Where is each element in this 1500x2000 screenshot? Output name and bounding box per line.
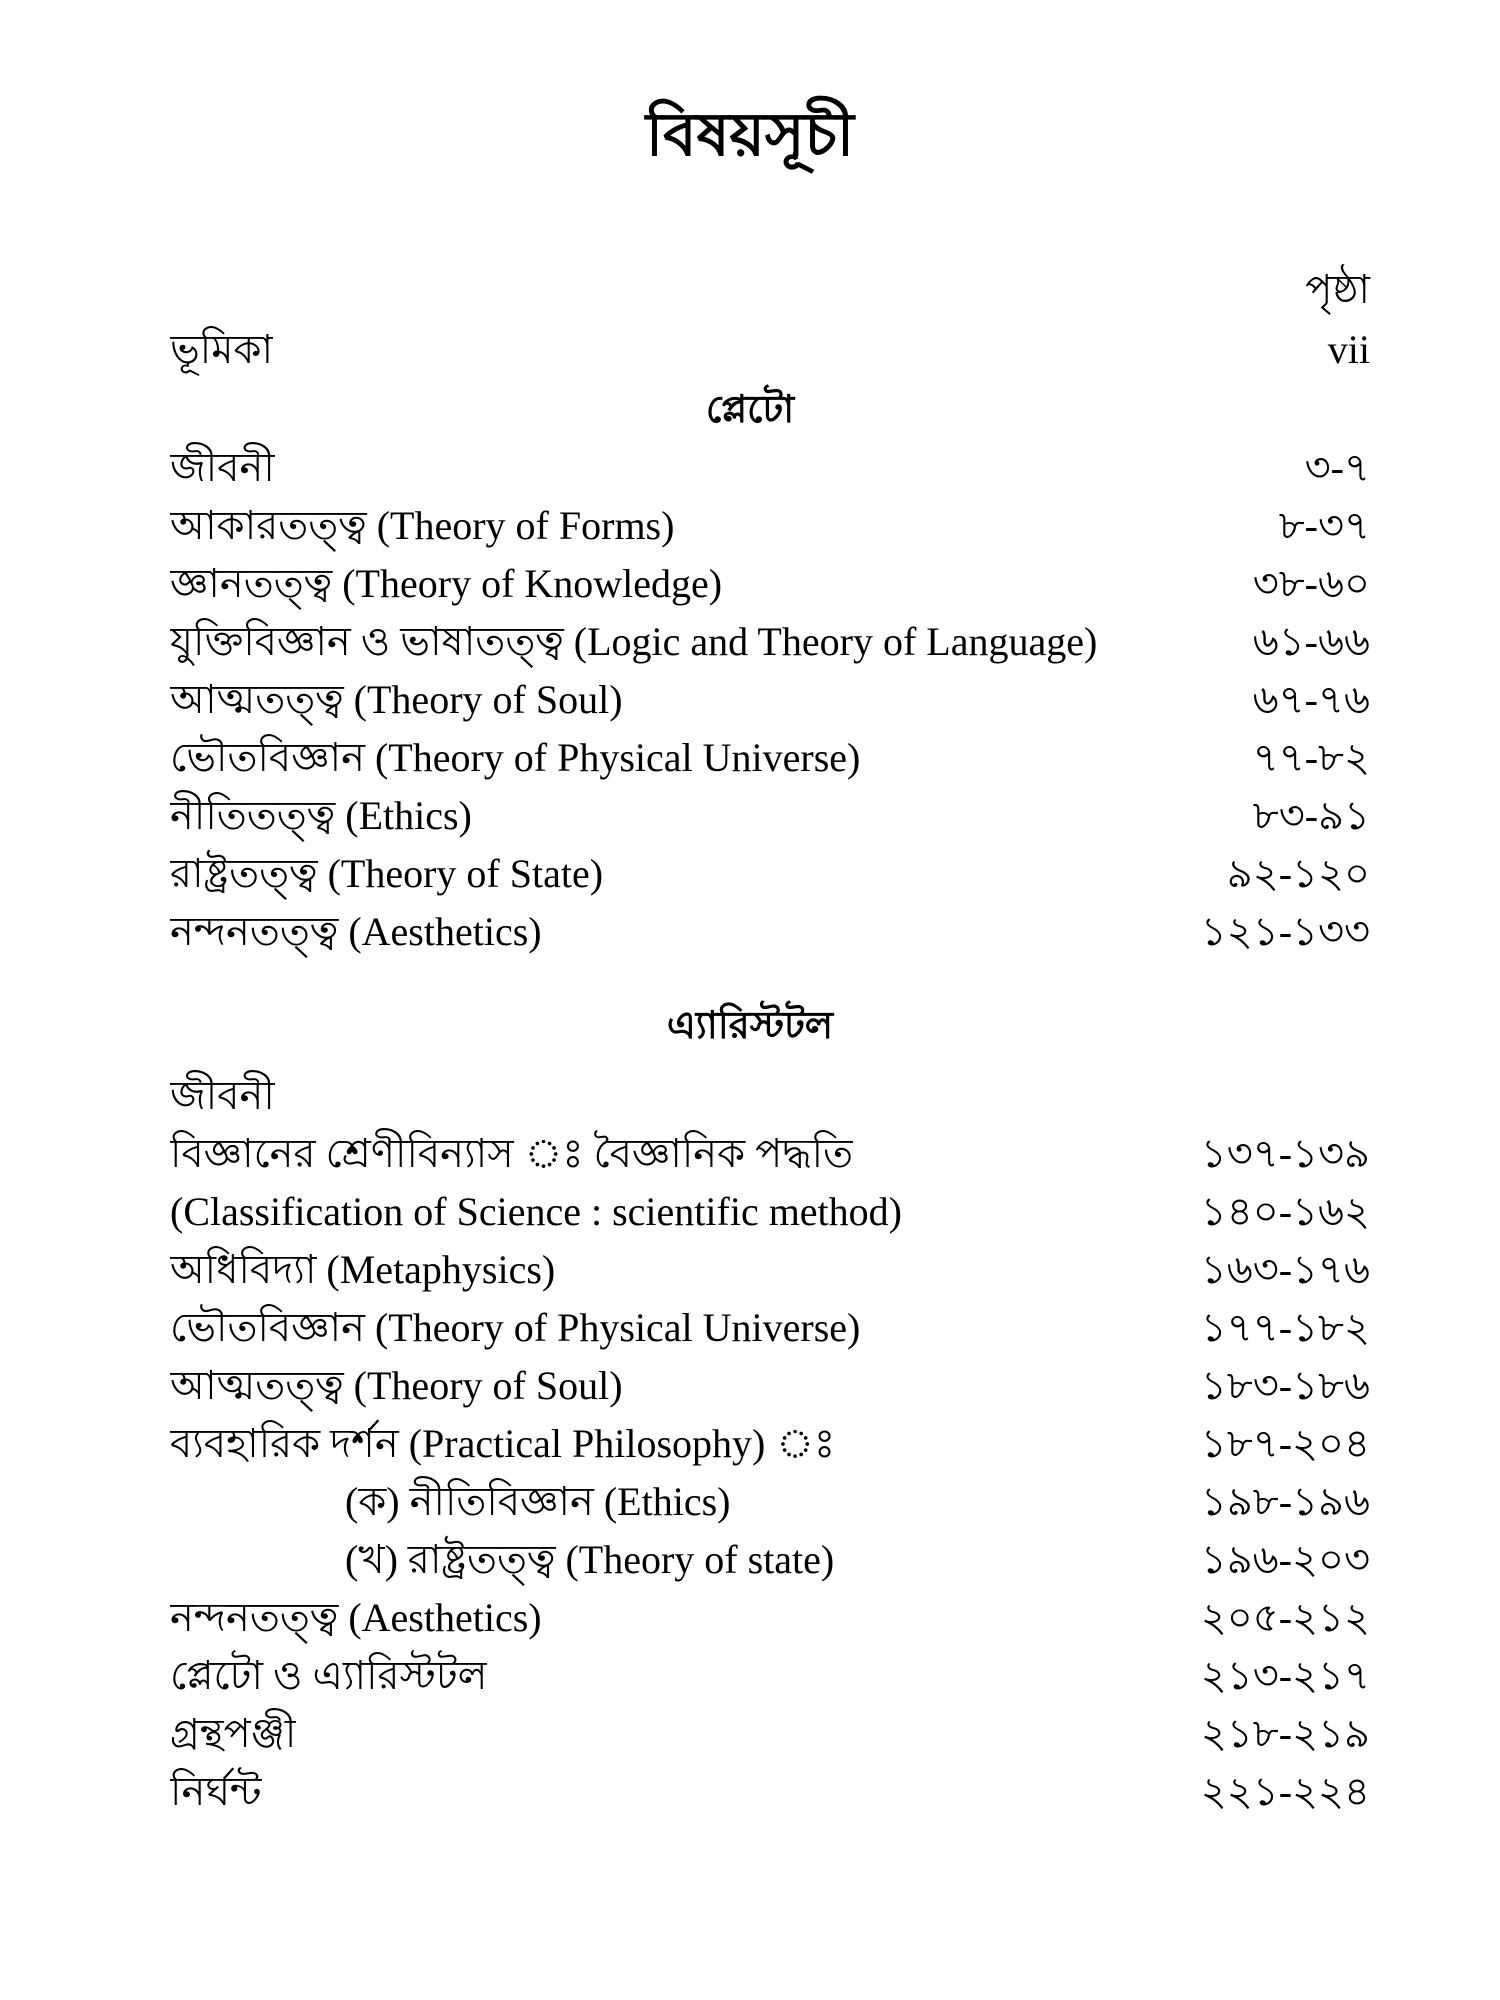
toc-entry-label: বিজ্ঞানের শ্রেণীবিন্যাস ঃ বৈজ্ঞানিক পদ্ধতি [170,1131,854,1176]
toc-entry[interactable] [170,614,1370,670]
toc-entry-label: নির্ঘন্ট [170,1769,262,1814]
toc-entry[interactable] [170,788,1370,844]
toc-entry[interactable] [170,1242,1370,1298]
toc-entry-pages: ৩-৭ [1304,445,1370,490]
toc-entry[interactable] [170,556,1370,612]
toc-entry[interactable] [170,1706,1370,1762]
toc-entry[interactable] [170,440,1370,496]
toc-entry-pages: ১৭৭-১৮২ [1200,1305,1370,1350]
toc-entry-pages: ১৯৮-১৯৬ [1200,1479,1370,1524]
toc-entry-pages: ৬৭-৭৬ [1252,677,1370,722]
toc-entry-label: ভৌতবিজ্ঞান (Theory of Physical Universe) [170,735,861,780]
toc-entry[interactable] [170,1126,1370,1182]
toc-entry[interactable] [170,1764,1370,1820]
section-heading-plato: প্লেটো [705,389,795,431]
toc-entry-label: ভৌতবিজ্ঞান (Theory of Physical Universe) [170,1305,861,1350]
toc-entry-pages: ৬১-৬৬ [1252,619,1370,664]
toc-entry-label: নীতিতত্ত্ব (Ethics) [170,793,472,838]
toc-entry-label: জীবনী [170,445,275,490]
toc-entry-pages: ২০৫-২১২ [1200,1595,1370,1640]
toc-entry-pages: ৩৮-৬০ [1252,561,1370,606]
toc-entry-pages: ৯২-১২০ [1226,851,1370,896]
toc-entry-pages: ১৪০-১৬২ [1200,1189,1370,1234]
toc-entry-label: জ্ঞানতত্ত্ব (Theory of Knowledge) [170,561,723,606]
toc-entry-label: আত্মতত্ত্ব (Theory of Soul) [170,677,623,722]
page-column-label: পৃষ্ঠা [1305,267,1370,312]
toc-entry-pages: ১৩৭-১৩৯ [1200,1131,1370,1176]
toc-entry-label: নন্দনতত্ত্ব (Aesthetics) [170,1595,542,1640]
toc-entry-label: আকারতত্ত্ব (Theory of Forms) [170,503,675,548]
toc-entry-pages: vii [1327,327,1370,372]
toc-entry-pages: ১৮৭-২০৪ [1200,1421,1370,1466]
toc-entry-label: (খ) রাষ্ট্রতত্ত্ব (Theory of state) [345,1537,835,1582]
toc-entry-pages: ১৮৩-১৮৬ [1200,1363,1370,1408]
toc-entry-label: (ক) নীতিবিজ্ঞান (Ethics) [345,1479,731,1524]
toc-entry-label: (Classification of Science : scientific method) [170,1189,902,1234]
toc-entry-label: গ্রন্থপঞ্জী [170,1711,297,1756]
toc-entry-sub[interactable] [170,1474,1370,1530]
toc-entry-label: যুক্তিবিজ্ঞান ও ভাষাতত্ত্ব (Logic and Theory of Language) [170,619,1098,664]
toc-entry[interactable] [170,672,1370,728]
toc-entry-label: আত্মতত্ত্ব (Theory of Soul) [170,1363,623,1408]
toc-entry[interactable] [170,1416,1370,1472]
toc-entry[interactable] [170,1648,1370,1704]
section-heading-aristotle: এ্যারিস্টটল [666,1005,834,1047]
toc-entry-label: ব্যবহারিক দর্শন (Practical Philosophy) ঃ [170,1421,836,1466]
page-title: বিষয়সূচী [645,102,855,168]
toc-entry-label: জীবনী [170,1073,275,1118]
toc-entry[interactable] [170,1184,1370,1240]
toc-entry-pages: ১৬৩-১৭৬ [1200,1247,1370,1292]
toc-entry-label: রাষ্ট্রতত্ত্ব (Theory of State) [170,851,604,896]
toc-entry-pages: ৮-৩৭ [1278,503,1370,548]
toc-entry-pages: ৮৩-৯১ [1252,793,1370,838]
toc-entry-sub[interactable] [170,1532,1370,1588]
toc-entry[interactable] [170,1068,1370,1124]
toc-entry-label: ভূমিকা [170,327,274,372]
toc-entry[interactable] [170,1358,1370,1414]
toc-entry-pages: ১৯৬-২০৩ [1200,1537,1370,1582]
toc-entry-pages: ১২১-১৩৩ [1200,909,1370,954]
toc-entry[interactable] [170,1300,1370,1356]
toc-entry-intro[interactable] [170,322,1370,378]
toc-entry-label: নন্দনতত্ত্ব (Aesthetics) [170,909,542,954]
toc-entry[interactable] [170,846,1370,902]
toc-entry[interactable] [170,1590,1370,1646]
toc-entry-label: অধিবিদ্যা (Metaphysics) [170,1247,556,1292]
toc-entry-pages: ২২১-২২৪ [1200,1769,1370,1814]
toc-entry-pages: ২১৩-২১৭ [1200,1653,1370,1698]
toc-entry-pages: ২১৮-২১৯ [1200,1711,1370,1756]
toc-entry-pages: ৭৭-৮২ [1252,735,1370,780]
toc-entry[interactable] [170,498,1370,554]
toc-entry-label: প্লেটো ও এ্যারিস্টটল [170,1653,488,1698]
toc-entry[interactable] [170,730,1370,786]
toc-entry[interactable] [170,904,1370,960]
